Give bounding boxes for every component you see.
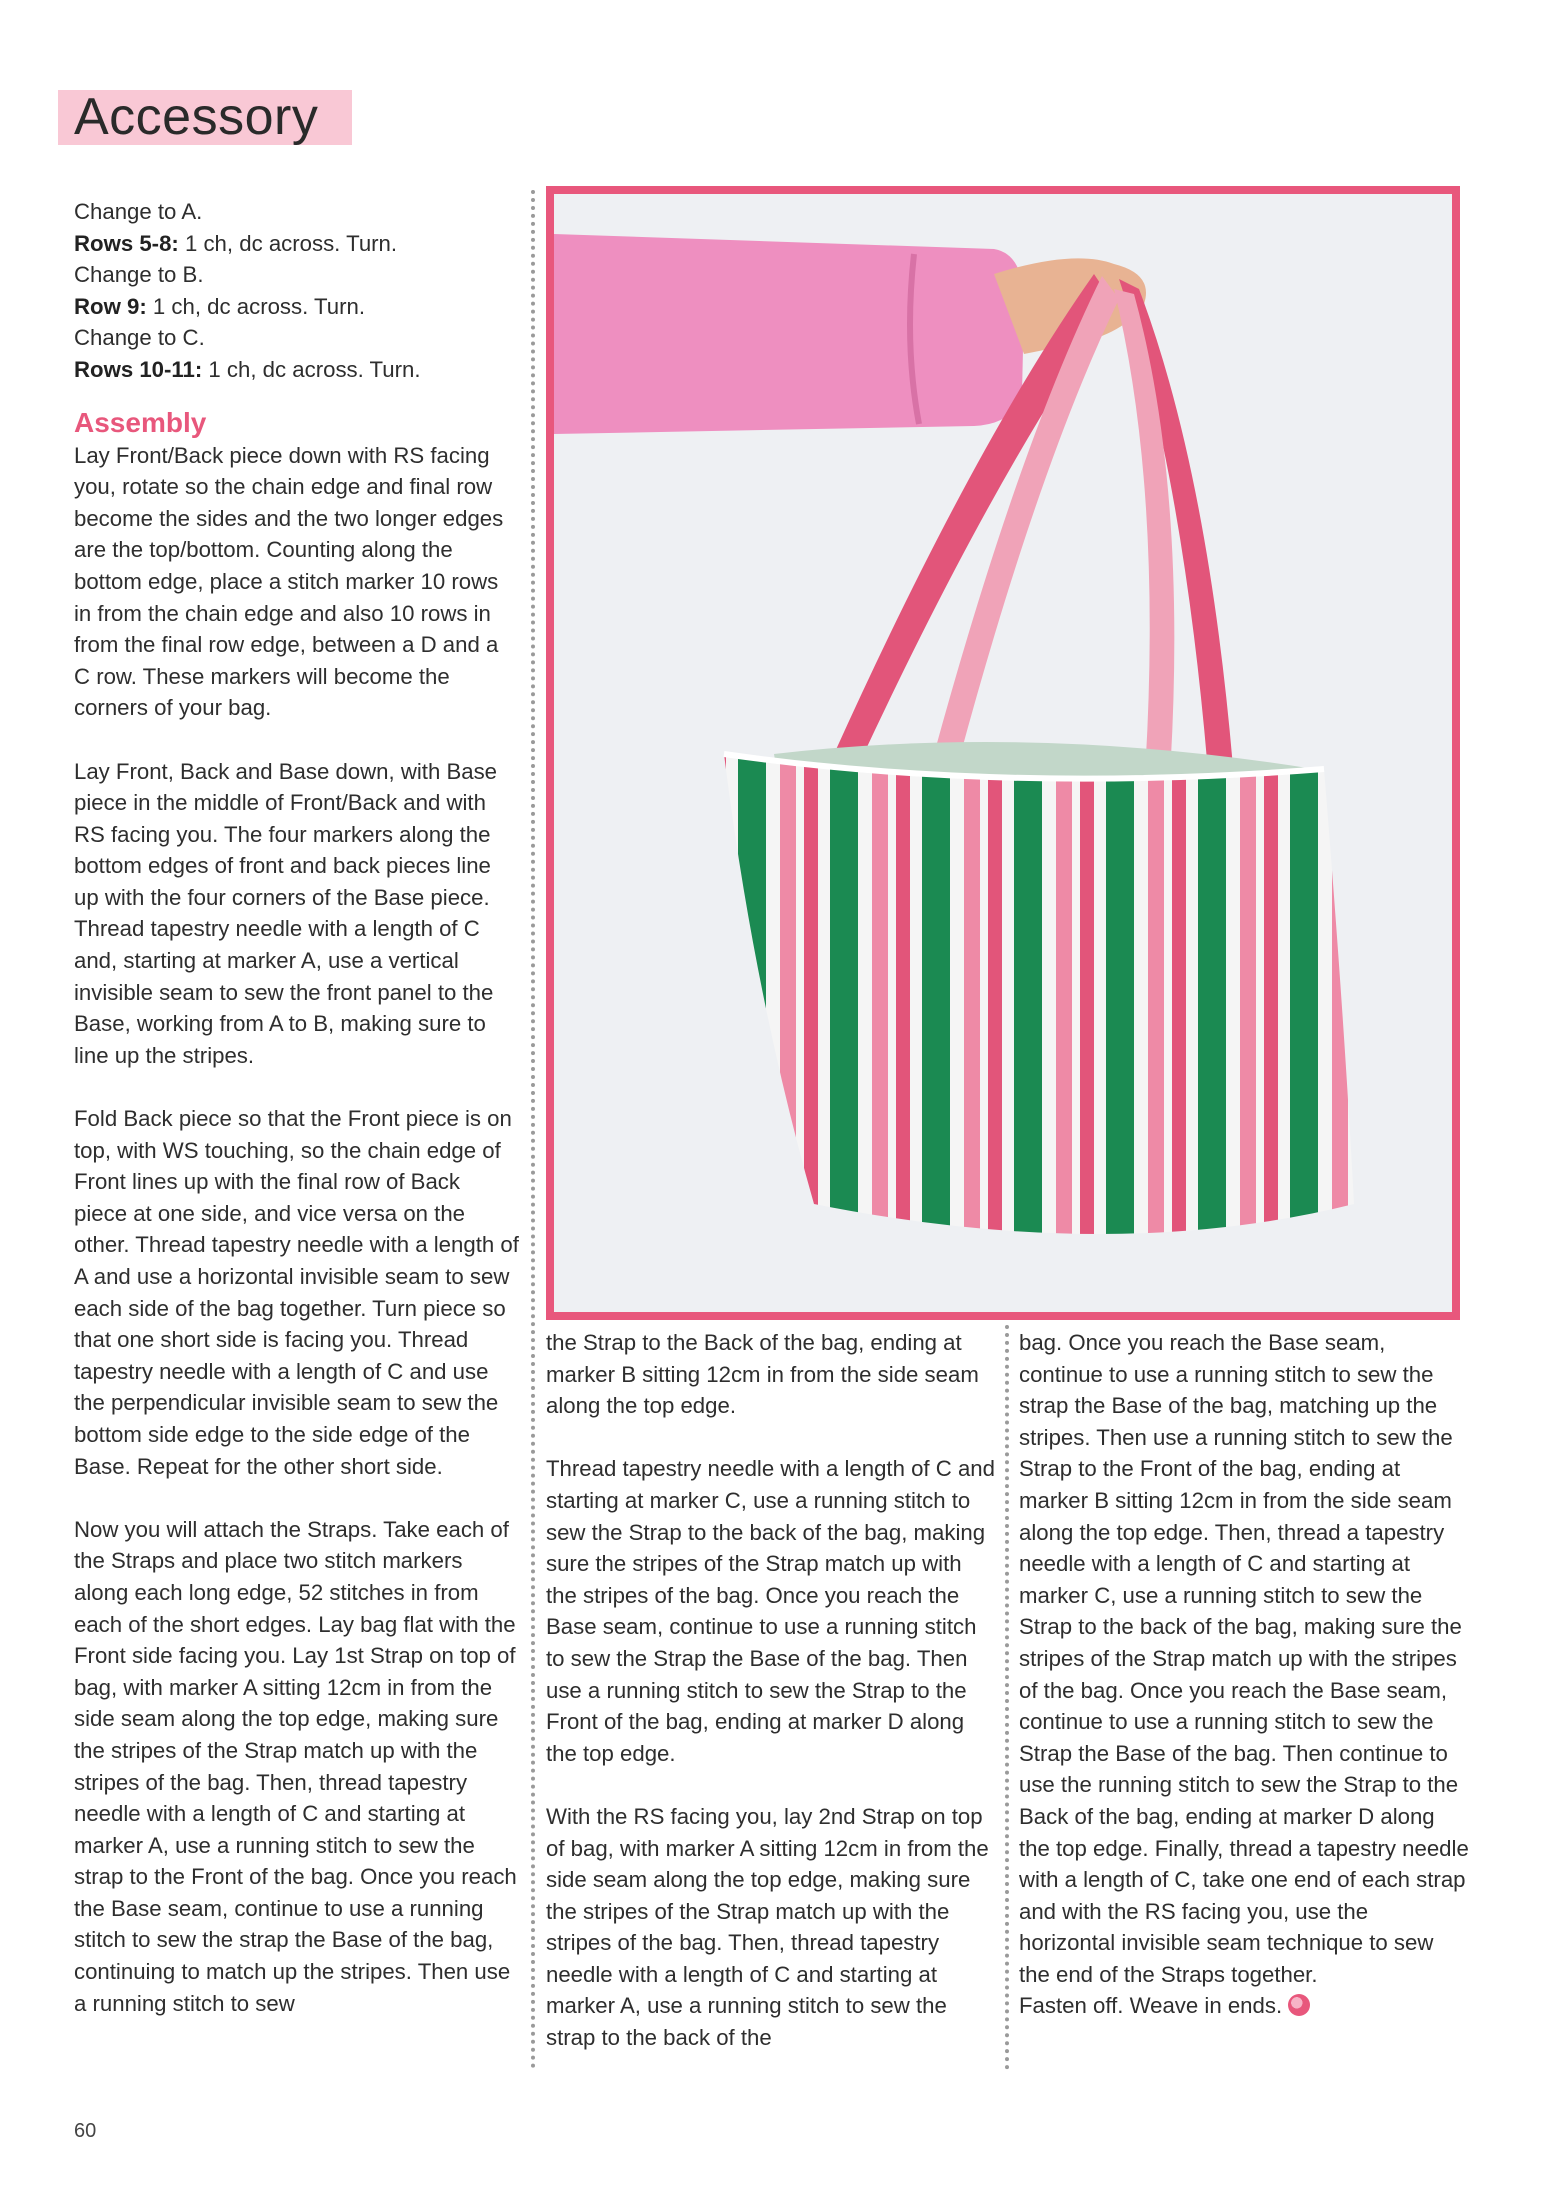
column-divider [1005,1325,1009,2070]
bag-illustration [554,194,1452,1312]
paragraph: With the RS facing you, lay 2nd Strap on top of bag, with marker A sitting 12cm in from the side seam along the top edge, making sure the stripes of the Strap match up with the stripes of the bag. Then, thread tapestry needle with a length of C and starting at marker A, use a running stitch to sew the strap to the back of the [546,1803,989,2051]
row-instructions [74,196,519,386]
paragraph: Lay Front, Back and Base down, with Base piece in the middle of Front/Back and with RS facing you. The four markers along the bottom edges of front and back pieces line up with the four corners of the Base piece. Thread tapestry needle with a length of C and, starting at marker A, use a vertical invisible seam to sew the front panel to the Base, working from A to B, making sure to line up the stripes. [74,758,498,1068]
row-line: Rows 10-11: 1 ch, dc across. Turn. [74,356,421,382]
bag-photo [546,186,1460,1320]
closing-line [1019,1990,1469,2022]
yarn-ball-icon [1288,1994,1310,2016]
row-line: Change to B. [74,262,204,288]
text-column-1 [74,196,519,2051]
closing-text: Fasten off. Weave in ends. [1019,1993,1283,2019]
row-line: Change to C. [74,325,205,351]
paragraph: Fold Back piece so that the Front piece is on top, with WS touching, so the chain edge of Front lines up with the final row of Back piece at one side, and vice versa on the other. Thread tapestry needle with a length of A and use a horizontal invisible seam to sew each side of the bag together. Turn piece so that one short side is facing you. Thread tapestry needle with a length of C and use the perpendicular invisible seam to sew the bottom side edge to the side edge of the Base. Repeat for the other short side. [74,1106,519,1479]
paragraph: Thread tapestry needle with a length of C and starting at marker C, use a running stitch to sew the Strap to the back of the bag, making sure the stripes of the Strap match up with the stripes of the bag. Once you reach the Base seam, continue to use a running stitch to sew the Strap the Base of the bag. Then use a running stitch to sew the Strap to the Front of the bag, ending at marker D along the top edge. [546,1456,995,1766]
assembly-heading: Assembly [74,406,207,438]
paragraph: the Strap to the Back of the bag, ending at marker B sitting 12cm in from the side seam along the top edge. [546,1330,979,1419]
row-line: Change to A. [74,199,203,224]
page-number: 60 [74,2120,97,2142]
paragraph: bag. Once you reach the Base seam, continue to use a running stitch to sew the strap the Base of the bag, matching up the stripes. Then use a running stitch to sew the Strap to the Front of the bag, ending at marker B sitting 12cm in from the side seam along the top edge. Then, thread a tapestry needle with a length of C and starting at marker C, use a running stitch to sew the Strap to the back of the bag, making sure the stripes of the Strap match up with the stripes of the bag. Once you reach the Base seam, continue to use a running stitch to sew the Strap the Base of the bag. Then continue to use the running stitch to sew the Strap to the Back of the bag, ending at marker D along the top edge. Finally, thread a tapestry needle with a length of C, take one end of each strap and with the RS facing you, use the horizontal invisible seam technique to sew the end of the Straps together. [1019,1330,1469,1987]
section-tag: Accessory [58,90,352,145]
row-line: Row 9: 1 ch, dc across. Turn. [74,293,366,319]
paragraph: Now you will attach the Straps. Take each of the Straps and place two stitch markers along each long edge, 52 stitches in from each of the short edges. Lay bag flat with the Front side facing you. Lay 1st Strap on top of bag, with marker A sitting 12cm in from the side seam along the top edge, making sure the stripes of the Strap match up with the stripes of the bag. Then, thread tapestry needle with a length of C and starting at marker A, use a running stitch to sew the strap to the Front of the bag. Once you reach the Base seam, continue to use a running stitch to sew the strap the Base of the bag, continuing to match up the stripes. Then use a running stitch to sew [74,1516,517,2016]
text-column-3 [1019,1327,1469,2022]
text-column-2 [546,1327,996,2085]
row-line: Rows 5-8: 1 ch, dc across. Turn. [74,230,398,256]
paragraph: Lay Front/Back piece down with RS facing you, rotate so the chain edge and final row become the sides and the two longer edges are the top/bottom. Counting along the bottom edge, place a stitch marker 10 rows in from the chain edge and also 10 rows in from the final row edge, between a D and a C row. These markers will become the corners of your bag. [74,442,504,721]
column-divider [531,190,535,2070]
